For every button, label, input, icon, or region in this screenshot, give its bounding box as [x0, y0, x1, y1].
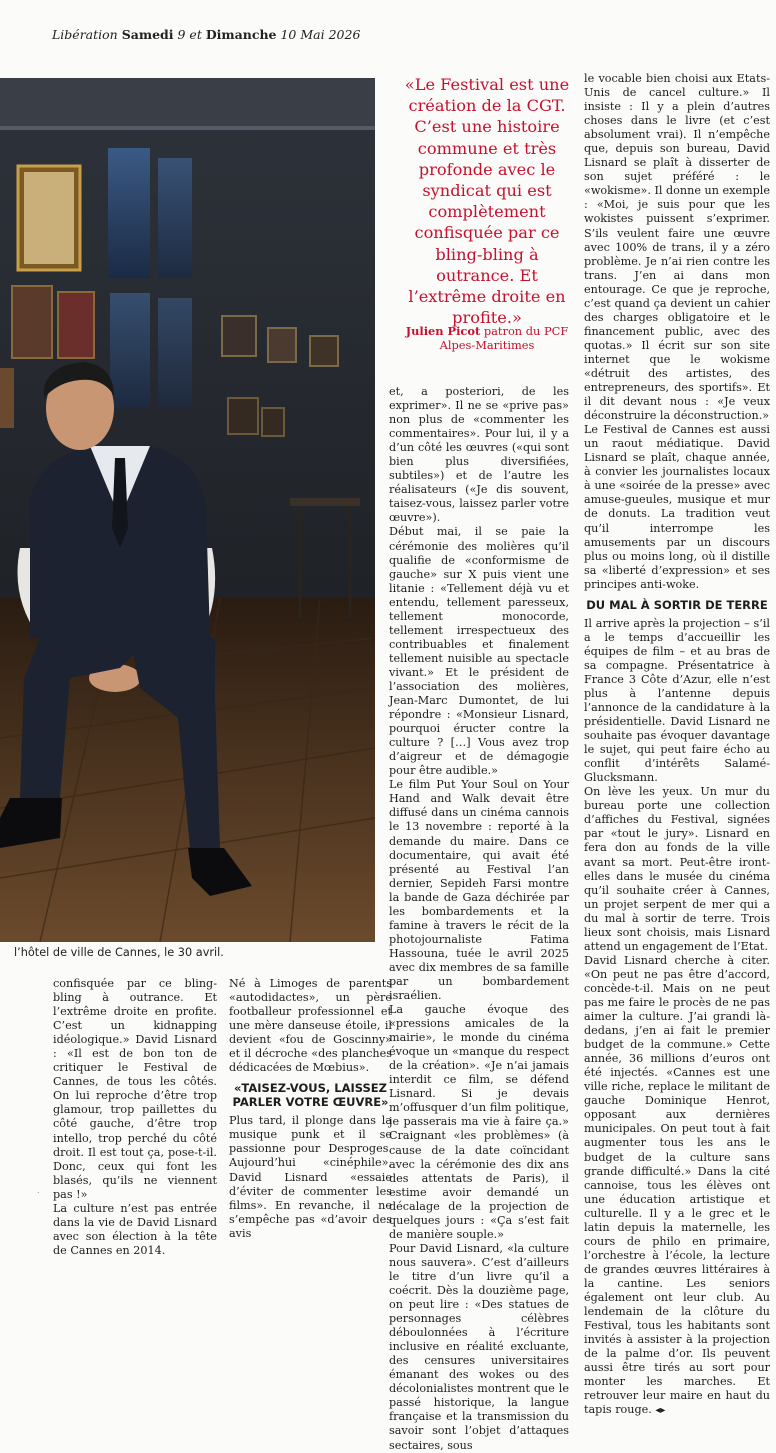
pull-quote: «Le Festival est une création de la CGT. C’est une histoire commune et très profonde avec le syndicat qui est complètement confisquée par ce bling-bling à outrance. Et l’extrême droite en profite.» [404, 75, 570, 328]
paragraph: Le Festival de Cannes est aussi un raout médiatique. David Lisnard se plaît, chaque année, à convier les journalistes locaux à une «soirée de la presse» avec amuse-gueules, musique et mur de donuts. La tradition veut qu’il interrompe les amusements par un discours plus ou moins long, où il distille sa «liberté d’expression» et ses principes anti-woke. [584, 423, 770, 591]
paragraph: le vocable bien choisi aux Etats-Unis de cancel culture.» Il insiste : Il y a plein d’autres choses dans le livre (et c’est absolument vrai). Il n’empêche que, depuis son bureau, David Lisnard se plaît à disserter de son sujet préféré : le «wokisme». Il donne un exemple : «Moi, je suis pour que les wokistes puissent s’exprimer. S’ils veulent faire une œuvre avec 100% de trans, il y a zéro problème. Je n’ai rien contre les trans. J’en ai dans mon entourage. Ce que je reproche, c’est quand ça devient un cahier des charges obligatoire et le financement public, avec des quotas.» Il écrit sur son site internet que le wokisme «détruit des artistes, des entrepreneurs, des sportifs». Et il dit devant nous : «Je veux déconstruire la déconstruction.» [584, 72, 770, 423]
footer-dot: . [37, 1186, 40, 1195]
article-column-right [584, 72, 770, 1418]
article-column-bottom-left [53, 977, 217, 1258]
quote-author-role: patron du PCF Alpes-Maritimes [439, 324, 569, 352]
header-day2: Dimanche [205, 27, 277, 42]
paragraph: Né à Limoges de parents «autodidactes», un père footballeur professionnel et une mère danseuse étoile, il devient «fou de Goscinny» et il décroche «des planches dédicacées de Mœbius». [229, 977, 392, 1075]
page-header [52, 27, 360, 42]
header-date: 10 Mai 2026 [280, 27, 361, 42]
paragraph: On lève les yeux. Un mur du bureau porte une collection d’affiches du Festival, signées par «tout le jury». Lisnard en fera don au fonds de la ville avant sa mort. Peut-être iront-elles dans le musée du cinéma qu’il souhaite créer à Cannes, un projet serpent de mer qui a du mal à sortir de terre. Trois lieux sont choisis, mais Lisnard attend un engagement de l’Etat. [584, 785, 770, 953]
paragraph: confisquée par ce bling-bling à outrance. Et l’extrême droite en profite. C’est un kidnapping idéologique.» David Lisnard : «Il est de bon ton de critiquer le Festival de Cannes, de tous les côtés. On lui reproche d’être trop glamour, trop paillettes du côté gauche, d’être trop intello, trop perché du côté droit. Il est tout ça, pose-t-il. Donc, ceux qui font les blasés, qu’ils ne viennent pas !» [53, 977, 217, 1201]
paragraph: Pour David Lisnard, «la culture nous sauvera». C’est d’ailleurs le titre d’un livre qu’il a coécrit. Dès la douzième page, on peut lire : «Des statues de personnages célèbres déboulonnées à l’écriture inclusive en réalité excluante, des censures universitaires émanant des wokes ou des décolonialistes montrent que le passé historique, la langue française et la transmission du savoir sont l’objet d’attaques sectaires, sous [389, 1241, 569, 1452]
portrait-photo [0, 78, 375, 942]
paragraph: La gauche évoque des «pressions amicales de la mairie», le monde du cinéma évoque un «manque du respect de la création». «Je n’ai jamais interdit ce film, se défend Lisnard. Si je devais m’offusquer d’un film politique, je passerais ma vie à faire ça.» Craignant «les problèmes» (à cause de la date coïncidant avec la cérémonie des dix ans des attentats de Paris), il estime avoir demandé un décalage de la projection de quelques jours : «Ça s’est fait de manière souple.» [389, 1003, 569, 1241]
quote-author-name: Julien Picot [405, 324, 481, 338]
section-subhead: DU MAL À SORTIR DE TERRE [586, 597, 768, 612]
paragraph: Il arrive après la projection – s’il a le temps d’accueillir les équipes de film – et au bras de sa compagne. Présentatrice à France 3 Côte d’Azur, elle n’est plus à l’antenne depuis l’annonce de la candidature à la présidentielle. David Lisnard ne souhaite pas évoquer davantage le sujet, qui peut faire écho au conflit d’intérêts Salamé-Glucksmann. [584, 616, 770, 785]
quote-attribution [398, 324, 576, 352]
article-column-middle [389, 385, 569, 1453]
paragraph: Le film Put Your Soul on Your Hand and Walk devait être diffusé dans un cinéma cannois le 13 novembre : reporté à la demande du maire. Dans ce documentaire, qui avait été présenté au Festival l’an dernier, Sepideh Farsi montre la bande de Gaza déchirée par les bombardements et la famine à travers le récit de la photojournaliste Fatima Hassouna, tuée le avril 2025 avec dix membres de sa famille par un bombardement israélien. [389, 778, 569, 1003]
article-column-bottom-middle [229, 977, 392, 1241]
paragraph [584, 954, 770, 1419]
paragraph: Début mai, il se paie la cérémonie des molières qu’il qualifie de «conformisme de gauche» sur X puis vient une litanie : «Tellement déjà vu et entendu, tellement paresseux, tellement monocorde, tellement irrespectueux des contribuables et finalement tellement nuisible au spectacle vivant.» Et le président de l’association des molières, Jean-Marc Dumontet, de lui répondre : «Monsieur Lisnard, pourquoi éructer contre la culture ? […] Vous avez trop d’aigreur et de démagogie pour être audible.» [389, 525, 569, 778]
end-mark-icon: ◂▸ [655, 1405, 666, 1417]
paragraph: Plus tard, il plonge dans la musique punk et il se passionne pour Desproges. Aujourd’hui «cinéphile», David Lisnard «essaie d’éviter de commenter les films». En revanche, il ne s’empêche pas «d’avoir des avis [229, 1114, 392, 1240]
photo-illustration [0, 78, 375, 942]
publication-name: Libération [52, 27, 118, 42]
section-subhead: «TAISEZ-VOUS, LAISSEZ PARLER VOTRE ŒUVRE» [232, 1081, 389, 1110]
header-day1: Samedi [121, 27, 174, 42]
header-num: 9 et [177, 27, 202, 42]
paragraph-text: David Lisnard cherche à citer. «On peut ne pas être d’accord, concède-t-il. Mais on ne peut pas me faire le procès de ne pas aimer la culture. J’ai grandi là-dedans, j’en ai fait le premier budget de la commune.» Cette année, 36 millions d’euros ont été injectés. «Cannes est une ville riche, replace le militant de gauche Dominique Henrot, opposant aux dernières municipales. On peut tout à fait augmenter tous les ans le budget de la culture sans grande difficulté.» Dans la cité cannoise, tous les élèves ont une éducation artistique et culturelle. Il y a le grec et le latin depuis la maternelle, les cours de philo en primaire, l’orchestre à l’école, la lecture de grandes œuvres littéraires à la cantine. Les seniors également ont leur club. Au lendemain de la clôture du Festival, tous les habitants sont invités à assister à la projection de la palme d’or. Ils peuvent aussi être tirés au sort pour monter les marches. Et retrouver leur maire en haut du tapis rouge. [584, 953, 770, 1417]
paragraph: et, a posteriori, de les exprimer». Il ne se «prive pas» non plus de «commenter les commentaires». Pour lui, il y a d’un côté les œuvres («qui sont bien plus diversifiées, subtiles») et de l’autre les réalisateurs («Je dis souvent, taisez-vous, laissez parler votre œuvre»). [389, 385, 569, 525]
paragraph: La culture n’est pas entrée dans la vie de David Lisnard avec son élection à la tête de Cannes en 2014. [53, 1201, 217, 1257]
photo-caption: l’hôtel de ville de Cannes, le 30 avril. [14, 946, 224, 959]
